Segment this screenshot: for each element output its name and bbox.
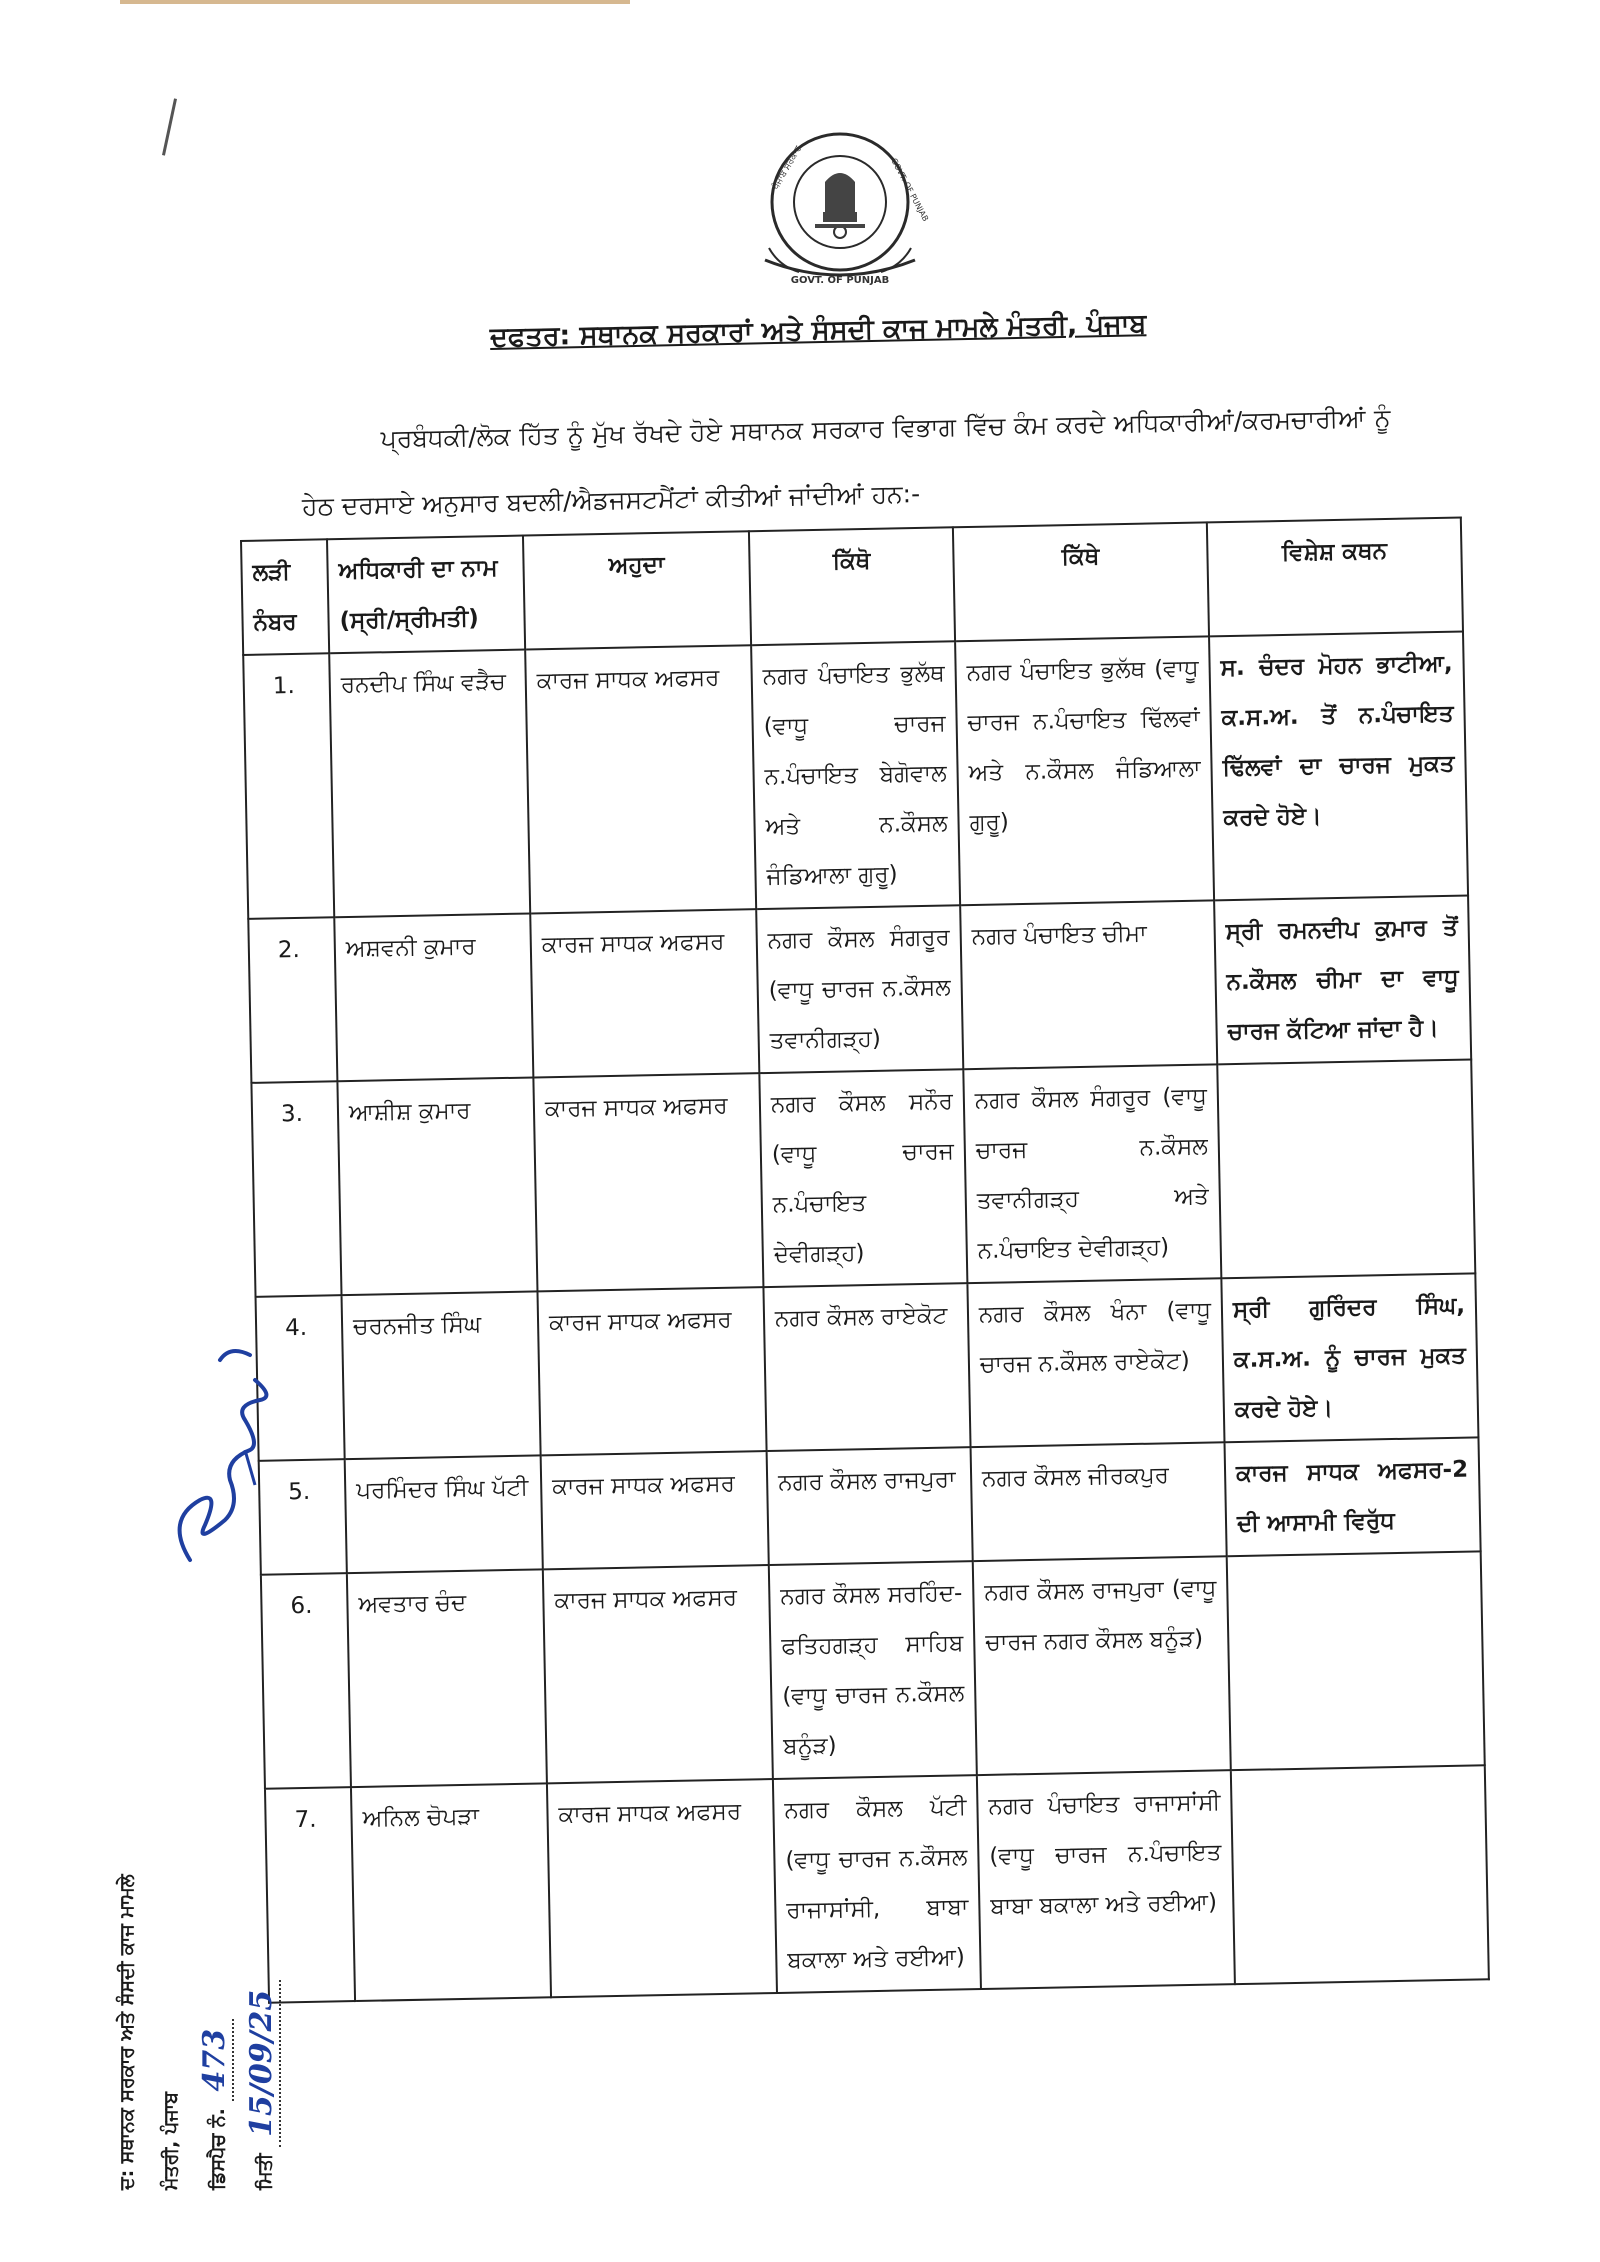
- row-name: ਪਰਮਿੰਦਰ ਸਿੰਘ ਪੱਟੀ: [345, 1455, 543, 1573]
- row-from: ਨਗਰ ਕੌਸਲ ਰਾਏਕੋਟ: [763, 1283, 970, 1451]
- emblem-seal-icon: [745, 120, 935, 295]
- row-from: ਨਗਰ ਕੌਸਲ ਰਾਜਪੁਰਾ: [767, 1447, 973, 1565]
- row-designation: ਕਾਰਜ ਸਾਧਕ ਅਫਸਰ: [525, 645, 756, 913]
- table-row: [243, 632, 1468, 919]
- row-designation: ਕਾਰਜ ਸਾਧਕ ਅਫਸਰ: [547, 1779, 777, 1997]
- row-from: ਨਗਰ ਕੌਸਲ ਸਨੌਰ (ਵਾਧੂ ਚਾਰਜ ਨ.ਪੰਚਾਇਤ ਦੇਵੀਗੜ੍ਹ): [759, 1069, 967, 1287]
- row-name: ਅਨਿਲ ਚੋਪੜਾ: [351, 1783, 551, 2001]
- row-name: ਅਵਤਾਰ ਚੰਦ: [347, 1569, 547, 1787]
- row-remarks: ਕਾਰਜ ਸਾਧਕ ਅਫਸਰ-2 ਦੀ ਆਸਾਮੀ ਵਿਰੁੱਧ: [1225, 1437, 1481, 1556]
- row-to: ਨਗਰ ਕੌਸਲ ਜੀਰਕਪੁਰ: [971, 1442, 1227, 1561]
- transfer-table: [240, 517, 1490, 2004]
- row-designation: ਕਾਰਜ ਸਾਧਕ ਅਫਸਰ: [541, 1451, 769, 1569]
- row-serial: 4.: [256, 1295, 345, 1461]
- stamp-dispatch-number: 473: [197, 2019, 234, 2102]
- row-designation: ਕਾਰਜ ਸਾਧਕ ਅਫਸਰ: [543, 1565, 773, 1783]
- row-to: ਨਗਰ ਪੰਚਾਇਤ ਰਾਜਾਸਾਂਸੀ (ਵਾਧੂ ਚਾਰਜ ਨ.ਪੰਚਾਇਤ ਬਾਬਾ ਬਕਾਲਾ ਅਤੇ ਰਈਆ): [977, 1770, 1235, 1989]
- row-to: ਨਗਰ ਕੌਸਲ ਰਾਜਪੁਰਾ (ਵਾਧੂ ਚਾਰਜ ਨਗਰ ਕੌਸਲ ਬਨੂੰੜ): [973, 1556, 1231, 1775]
- header-from: ਕਿੱਥੋ: [749, 527, 955, 645]
- dispatch-stamp-text: [105, 1830, 279, 2190]
- row-designation: ਕਾਰਜ ਸਾਧਕ ਅਫਸਰ: [537, 1287, 766, 1455]
- emblem-left-text: ਪੰਜਾਬ ਸਰਕਾਰ: [770, 144, 804, 192]
- row-from: ਨਗਰ ਪੰਚਾਇਤ ਭੁਲੱਥ (ਵਾਧੂ ਚਾਰਜ ਨ.ਪੰਚਾਇਤ ਬੇਗੋਵਾਲ ਅਤੇ ਨ.ਕੌਸਲ ਜੰਡਿਆਲਾ ਗੁਰੂ): [751, 641, 960, 909]
- row-remarks: ਸ੍ਰੀ ਰਮਨਦੀਪ ਕੁਮਾਰ ਤੋਂ ਨ.ਕੌਸਲ ਚੀਮਾ ਦਾ ਵਾਧੂ ਚਾਰਜ ਕੱਟਿਆ ਜਾਂਦਾ ਹੈ।: [1214, 895, 1471, 1064]
- stamp-office-line: ਦ: ਸਥਾਨਕ ਸਰਕਾਰ ਅਤੇ ਸੰਸਦੀ ਕਾਜ ਮਾਮਲੇ ਮੰਤਰੀ, ਪੰਜਾਬ: [116, 1874, 182, 2190]
- dispatch-stamp: [105, 1830, 279, 2190]
- govt-emblem: [745, 120, 935, 295]
- row-remarks: [1227, 1551, 1485, 1770]
- margin-pen-mark: [162, 98, 177, 155]
- row-remarks: ਸ. ਚੰਦਰ ਮੋਹਨ ਭਾਟੀਆ, ਕ.ਸ.ਅ. ਤੋਂ ਨ.ਪੰਚਾਇਤ ਢਿੱਲਵਾਂ ਦਾ ਚਾਰਜ ਮੁਕਤ ਕਰਦੇ ਹੋਏ।: [1209, 632, 1468, 901]
- handwritten-signature: [150, 1330, 270, 1570]
- stamp-dispatch-label: ਡਿਸਪੈਚ ਨੰ.: [207, 2108, 229, 2190]
- header-to: ਕਿੱਥੇ: [953, 522, 1209, 641]
- header-designation: ਅਹੁਦਾ: [523, 531, 751, 649]
- stamp-date-label: ਮਿਤੀ: [254, 2153, 276, 2190]
- row-to: ਨਗਰ ਕੌਸਲ ਸੰਗਰੂਰ (ਵਾਧੂ ਚਾਰਜ ਨ.ਕੌਸਲ ਤਵਾਨੀਗੜ੍ਹ ਅਤੇ ਨ.ਪੰਚਾਇਤ ਦੇਵੀਗੜ੍ਹ): [963, 1064, 1221, 1283]
- row-name: ਚਰਨਜੀਤ ਸਿੰਘ: [342, 1291, 541, 1459]
- row-designation: ਕਾਰਜ ਸਾਧਕ ਅਫਸਰ: [533, 1073, 763, 1291]
- row-serial: 1.: [243, 653, 334, 919]
- row-remarks: ਸ੍ਰੀ ਗੁਰਿੰਦਰ ਸਿੰਘ, ਕ.ਸ.ਅ. ਨੂੰ ਚਾਰਜ ਮੁਕਤ ਕਰਦੇ ਹੋਏ।: [1221, 1273, 1478, 1442]
- transfer-table-wrapper: [240, 517, 1488, 2004]
- row-to: ਨਗਰ ਪੰਚਾਇਤ ਭੁਲੱਥ (ਵਾਧੂ ਚਾਰਜ ਨ.ਪੰਚਾਇਤ ਢਿੱਲਵਾਂ ਅਤੇ ਨ.ਕੌਸਲ ਜੰਡਿਆਲਾ ਗੁਰੂ): [955, 636, 1214, 905]
- header-serial: ਲੜੀ ਨੰਬਰ: [241, 539, 329, 655]
- row-designation: ਕਾਰਜ ਸਾਧਕ ਅਫਸਰ: [530, 909, 759, 1077]
- top-edge-stripe: [120, 0, 630, 4]
- emblem-bottom-text: GOVT. OF PUNJAB: [790, 275, 890, 286]
- stamp-dispatch-line: [193, 1830, 240, 2190]
- table-row: [261, 1551, 1485, 1788]
- row-remarks: [1231, 1765, 1489, 1984]
- table-row: [265, 1765, 1489, 2002]
- stamp-date-line: [240, 1830, 287, 2190]
- stamp-date-value: 15/09/25: [244, 1980, 281, 2147]
- header-remarks: ਵਿਸ਼ੇਸ਼ ਕਥਨ: [1207, 518, 1463, 637]
- row-name: ਆਸ਼ੀਸ਼ ਕੁਮਾਰ: [337, 1077, 537, 1295]
- row-remarks: [1217, 1059, 1475, 1278]
- header-name: ਅਧਿਕਾਰੀ ਦਾ ਨਾਮ (ਸ੍ਰੀ/ਸ੍ਰੀਮਤੀ): [327, 536, 525, 654]
- table-row: [251, 1059, 1475, 1296]
- row-to: ਨਗਰ ਪੰਚਾਇਤ ਚੀਮਾ: [960, 900, 1217, 1069]
- intro-paragraph: ਪ੍ਰਬੰਧਕੀ/ਲੋਕ ਹਿੱਤ ਨੂੰ ਮੁੱਖ ਰੱਖਦੇ ਹੋਏ ਸਥਾਨਕ ਸਰਕਾਰ ਵਿਭਾਗ ਵਿੱਚ ਕੰਮ ਕਰਦੇ ਅਧਿਕਾਰੀਆਂ/ਕਰਮਚਾਰੀਆਂ ਨੂੰ ਹੇਠ ਦਰਸਾਏ ਅਨੁਸਾਰ ਬਦਲੀ/ਐਡਜਸਟਮੈਂਟਾਂ ਕੀਤੀਆਂ ਜਾਂਦੀਆਂ ਹਨ:-: [301, 403, 1391, 521]
- table-row: [256, 1273, 1479, 1460]
- row-serial: 2.: [248, 917, 337, 1083]
- row-from: ਨਗਰ ਕੌਸਲ ਪੱਟੀ (ਵਾਧੂ ਚਾਰਜ ਨ.ਕੌਸਲ ਰਾਜਾਸਾਂਸੀ, ਬਾਬਾ ਬਕਾਲਾ ਅਤੇ ਰਈਆ): [773, 1775, 981, 1993]
- row-serial: 3.: [251, 1081, 341, 1297]
- row-from: ਨਗਰ ਕੌਸਲ ਸਰਹਿੰਦ-ਫਤਿਹਗੜ੍ਹ ਸਾਹਿਬ (ਵਾਧੂ ਚਾਰਜ ਨ.ਕੌਸਲ ਬਨੂੰੜ): [769, 1561, 977, 1779]
- row-serial: 6.: [261, 1573, 351, 1789]
- row-name: ਰਨਦੀਪ ਸਿੰਘ ਵੜੈਚ: [329, 650, 530, 918]
- signature-scribble-icon: [150, 1330, 270, 1570]
- table-row: [248, 895, 1471, 1082]
- row-name: ਅਸ਼ਵਨੀ ਕੁਮਾਰ: [334, 913, 533, 1081]
- row-serial: 5.: [259, 1459, 347, 1575]
- emblem-right-text: GOVT. OF PUNJAB: [889, 156, 931, 223]
- row-from: ਨਗਰ ਕੌਸਲ ਸੰਗਰੂਰ (ਵਾਧੂ ਚਾਰਜ ਨ.ਕੌਸਲ ਤਵਾਨੀਗੜ੍ਹ): [756, 905, 963, 1073]
- row-serial: 7.: [265, 1787, 355, 2003]
- row-to: ਨਗਰ ਕੌਸਲ ਖੰਨਾ (ਵਾਧੂ ਚਾਰਜ ਨ.ਕੌਸਲ ਰਾਏਕੋਟ): [967, 1278, 1224, 1447]
- office-title: ਦਫਤਰ: ਸਥਾਨਕ ਸਰਕਾਰਾਂ ਅਤੇ ਸੰਸਦੀ ਕਾਜ ਮਾਮਲੇ ਮੰਤਰੀ, ਪੰਜਾਬ: [489, 308, 1147, 353]
